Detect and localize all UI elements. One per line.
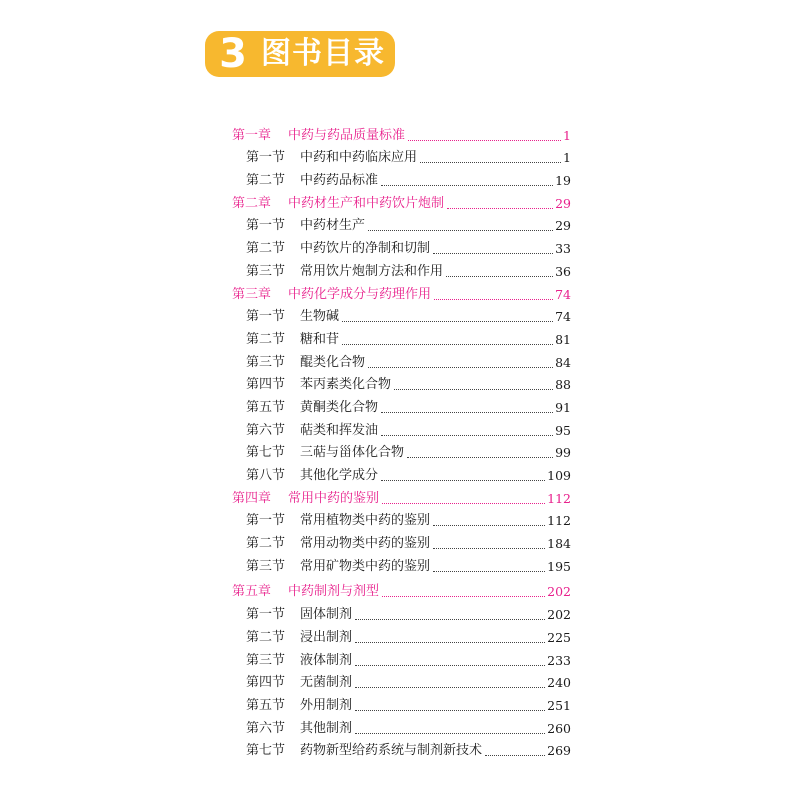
toc-section-row[interactable] <box>232 461 571 484</box>
page-number: 91 <box>555 399 571 415</box>
section-label: 第一节 <box>246 607 286 623</box>
toc-section-row[interactable] <box>232 166 571 189</box>
dot-leader <box>447 208 553 209</box>
toc-section-row[interactable] <box>232 623 571 646</box>
dot-leader <box>382 503 545 504</box>
dot-leader <box>381 185 553 186</box>
dot-leader <box>381 435 553 436</box>
toc-section-row[interactable] <box>232 144 571 167</box>
section-label: 第五节 <box>246 399 286 415</box>
toc-section-row[interactable] <box>232 348 571 371</box>
section-label: 第二节 <box>246 241 286 257</box>
dot-leader <box>342 344 553 345</box>
section-label: 第二节 <box>246 331 286 347</box>
dot-leader <box>433 253 553 254</box>
page-number: 202 <box>547 607 571 623</box>
section-label: 第一节 <box>246 150 286 166</box>
section-title: 药物新型给药系统与制剂新技术 <box>300 743 483 759</box>
toc-section-row[interactable] <box>232 212 571 235</box>
table-of-contents <box>232 121 571 759</box>
section-label: 第三节 <box>246 652 286 668</box>
section-label: 第三节 <box>246 558 286 574</box>
toc-section-row[interactable] <box>232 714 571 737</box>
dot-leader <box>368 367 553 368</box>
toc-section-row[interactable] <box>232 393 571 416</box>
section-label: 第七节 <box>246 743 286 759</box>
section-title: 醌类化合物 <box>300 354 366 370</box>
section-label: 第二节 <box>246 629 286 645</box>
section-label: 第三节 <box>246 354 286 370</box>
section-title: 中药饮片的净制和切制 <box>300 241 431 257</box>
section-label: 第八节 <box>246 468 286 483</box>
page-number: 74 <box>555 309 571 325</box>
dot-leader <box>355 642 545 643</box>
section-label: 第六节 <box>246 422 286 438</box>
toc-section-row[interactable] <box>232 257 571 280</box>
section-label: 第一节 <box>246 513 286 529</box>
chapter-title: 中药制剂与剂型 <box>288 584 380 600</box>
section-title: 其他制剂 <box>300 720 353 736</box>
section-title: 常用饮片炮制方法和作用 <box>300 263 444 279</box>
toc-section-row[interactable] <box>232 646 571 669</box>
section-title: 生物碱 <box>300 309 340 325</box>
section-label: 第三节 <box>246 263 286 279</box>
toc-section-row[interactable] <box>232 325 571 348</box>
dot-leader <box>434 299 553 300</box>
section-title: 液体制剂 <box>300 652 353 668</box>
toc-section-row[interactable] <box>232 529 571 552</box>
chapter-label: 第三章 <box>232 286 272 302</box>
page-number: 184 <box>547 536 571 552</box>
dot-leader <box>433 525 545 526</box>
dot-leader <box>394 389 553 390</box>
section-title: 三萜与甾体化合物 <box>300 445 405 461</box>
toc-chapter-row[interactable] <box>232 121 571 144</box>
dot-leader <box>408 140 561 141</box>
section-title: 无菌制剂 <box>300 675 353 691</box>
page-number: 84 <box>555 354 571 370</box>
section-title: 中药药品标准 <box>300 173 379 189</box>
section-title: 萜类和挥发油 <box>300 422 379 438</box>
dot-leader <box>382 596 545 597</box>
toc-section-row[interactable] <box>232 416 571 439</box>
page-number: 29 <box>555 218 571 234</box>
page-number: 33 <box>555 241 571 257</box>
dot-leader <box>355 687 545 688</box>
dot-leader <box>485 755 545 756</box>
section-number: 3 <box>219 31 247 77</box>
section-title: 苯丙素类化合物 <box>300 377 392 393</box>
page-number: 112 <box>547 513 571 529</box>
page-number: 202 <box>547 584 571 600</box>
toc-section-row[interactable] <box>232 600 571 623</box>
chapter-title: 中药化学成分与药理作用 <box>288 286 432 302</box>
toc-section-row[interactable] <box>232 234 571 257</box>
section-title: 糖和苷 <box>300 331 340 347</box>
dot-leader <box>368 230 553 231</box>
chapter-label: 第二章 <box>232 195 272 211</box>
page-number: 1 <box>563 150 571 166</box>
section-label: 第四节 <box>246 377 286 393</box>
section-label: 第五节 <box>246 697 286 713</box>
section-title: 浸出制剂 <box>300 629 353 645</box>
toc-section-row[interactable] <box>232 507 571 530</box>
dot-leader <box>407 457 553 458</box>
toc-section-row[interactable] <box>232 303 571 326</box>
section-title: 常用植物类中药的鉴别 <box>300 513 431 529</box>
chapter-title: 中药与药品质量标准 <box>288 127 406 143</box>
section-label: 第六节 <box>246 720 286 736</box>
page-number: 109 <box>547 468 571 483</box>
section-title: 黄酮类化合物 <box>300 399 379 415</box>
page-number: 240 <box>547 675 571 691</box>
dot-leader <box>342 321 553 322</box>
toc-chapter-row[interactable] <box>232 189 571 212</box>
section-label: 第四节 <box>246 675 286 691</box>
dot-leader <box>355 733 545 734</box>
chapter-label: 第四章 <box>232 490 272 506</box>
page-number: 251 <box>547 697 571 713</box>
dot-leader <box>381 412 553 413</box>
section-label: 第二节 <box>246 173 286 189</box>
page-number: 74 <box>555 286 571 302</box>
page-number: 195 <box>547 558 571 574</box>
page-number: 225 <box>547 629 571 645</box>
toc-section-row[interactable] <box>232 552 571 575</box>
dot-leader <box>446 276 553 277</box>
chapter-label: 第五章 <box>232 584 272 600</box>
dot-leader <box>433 571 545 572</box>
section-title: 固体制剂 <box>300 607 353 623</box>
page-number: 1 <box>563 127 571 143</box>
toc-chapter-row[interactable] <box>232 578 571 601</box>
dot-leader <box>420 162 561 163</box>
section-label: 第二节 <box>246 536 286 552</box>
section-title: 常用矿物类中药的鉴别 <box>300 558 431 574</box>
section-label: 第一节 <box>246 218 286 234</box>
section-label: 第一节 <box>246 309 286 325</box>
page-number: 29 <box>555 195 571 211</box>
section-label: 第七节 <box>246 445 286 461</box>
toc-section-row[interactable] <box>232 371 571 394</box>
page-number: 95 <box>555 422 571 438</box>
page-number: 260 <box>547 720 571 736</box>
toc-section-row[interactable] <box>232 669 571 692</box>
toc-section-row[interactable] <box>232 439 571 462</box>
chapter-title: 常用中药的鉴别 <box>288 490 380 506</box>
section-title: 中药和中药临床应用 <box>300 150 418 166</box>
page-number: 19 <box>555 173 571 189</box>
page-number: 36 <box>555 263 571 279</box>
dot-leader <box>355 665 545 666</box>
page-number: 88 <box>555 377 571 393</box>
toc-section-row[interactable] <box>232 691 571 714</box>
page-number: 269 <box>547 743 571 759</box>
page-number: 233 <box>547 652 571 668</box>
toc-section-row[interactable] <box>232 737 571 760</box>
section-title: 中药材生产 <box>300 218 366 234</box>
toc-header-banner <box>205 31 395 77</box>
dot-leader <box>355 710 545 711</box>
page-number: 81 <box>555 331 571 347</box>
section-title: 其他化学成分 <box>300 468 379 483</box>
toc-chapter-row[interactable] <box>232 484 571 507</box>
dot-leader <box>381 480 545 481</box>
section-title: 常用动物类中药的鉴别 <box>300 536 431 552</box>
page-title: 图书目录 <box>261 36 385 71</box>
page-number: 112 <box>547 490 571 506</box>
dot-leader <box>355 619 545 620</box>
chapter-label: 第一章 <box>232 127 272 143</box>
dot-leader <box>433 548 545 549</box>
toc-chapter-row[interactable] <box>232 280 571 303</box>
section-title: 外用制剂 <box>300 697 353 713</box>
chapter-title: 中药材生产和中药饮片炮制 <box>288 195 445 211</box>
page-number: 99 <box>555 445 571 461</box>
